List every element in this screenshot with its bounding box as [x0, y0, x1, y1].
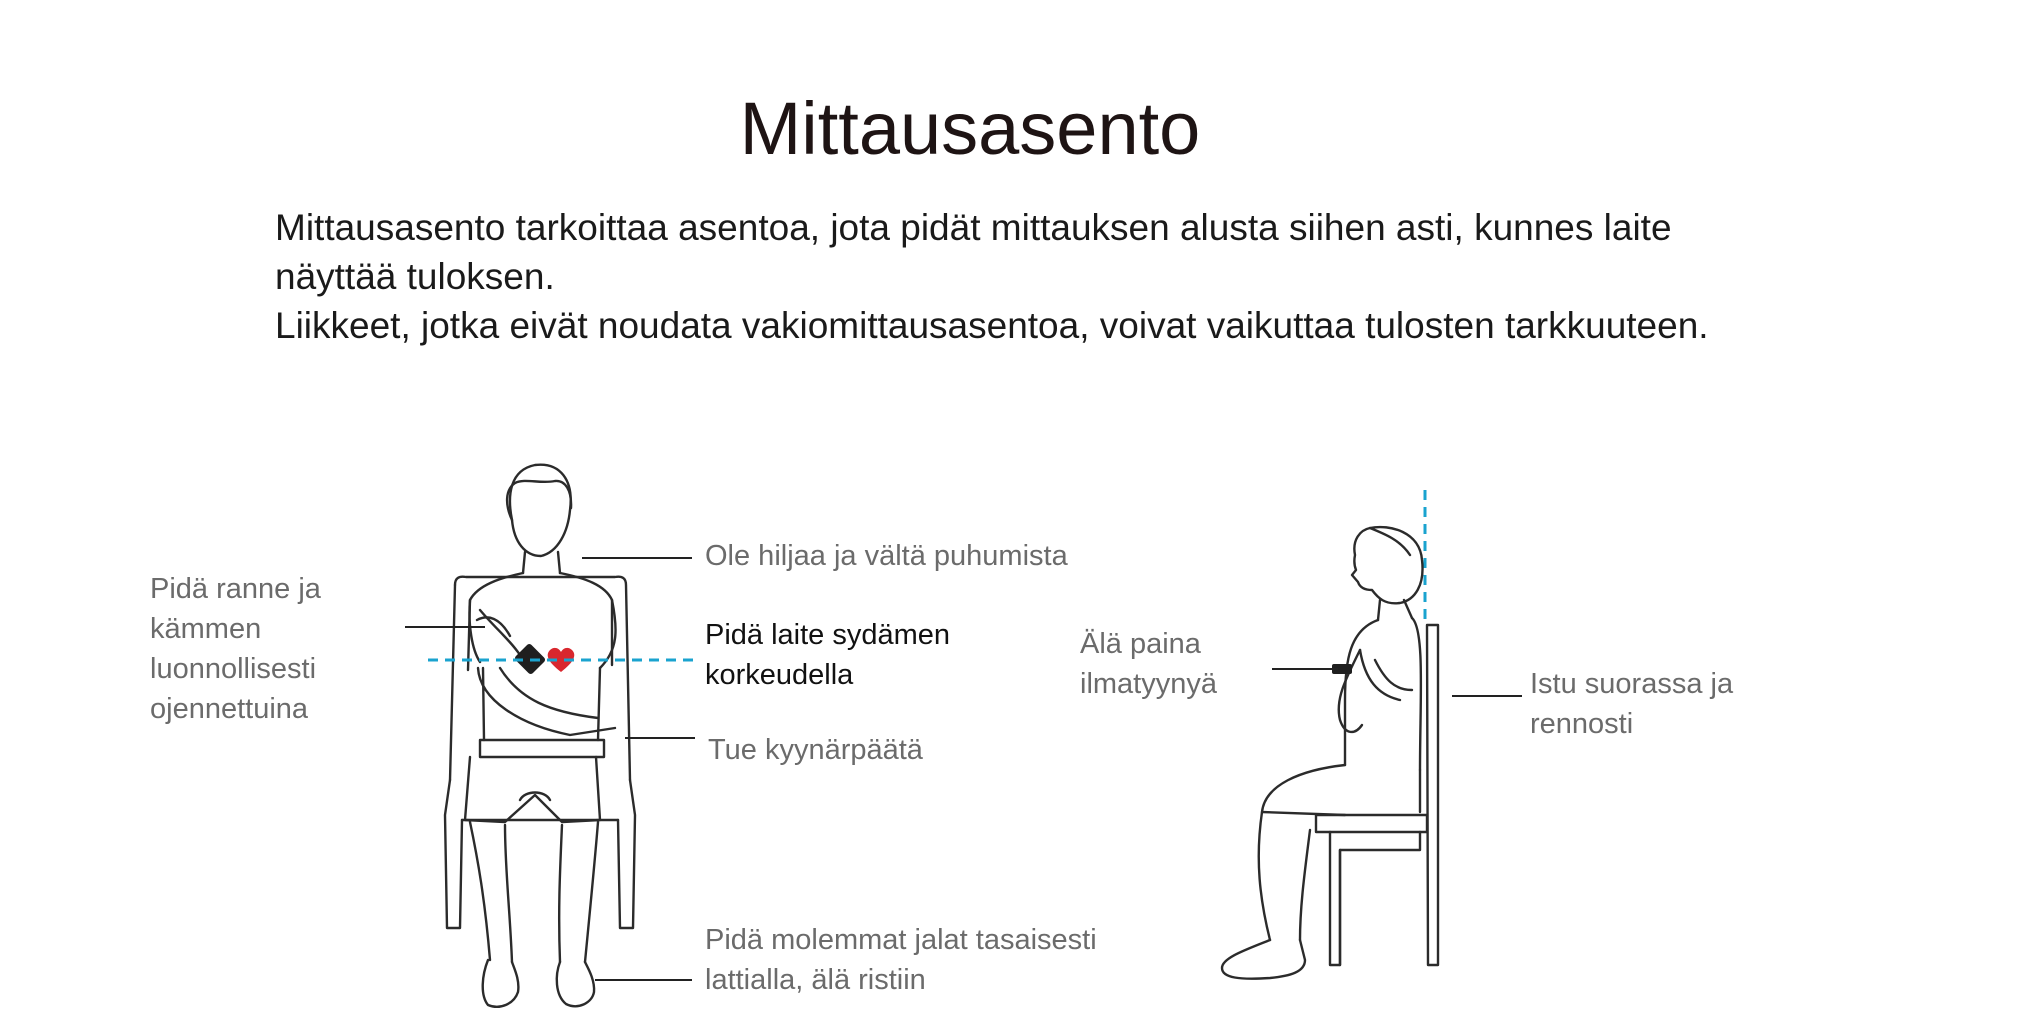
label-wrist-palm: Pidä ranne ja kämmen luonnollisesti ojennettuina — [150, 573, 321, 725]
intro-paragraph-1: Mittausasento tarkoittaa asentoa, jota pidät mittauksen alusta siihen asti, kunnes laite näyttää tuloksen. — [275, 207, 1672, 297]
label-feet: Pidä molemmat jalat tasaisesti lattialla, älä ristiin — [705, 924, 1097, 996]
label-heart-level: Pidä laite sydämen korkeudella — [705, 619, 951, 691]
front-figure — [405, 465, 698, 1007]
front-chair — [445, 577, 635, 928]
label-elbow: Tue kyynärpäätä — [708, 734, 923, 766]
page-title: Mittausasento — [739, 87, 1201, 170]
side-person — [1222, 527, 1423, 979]
intro-paragraph-2: Liikkeet, jotka eivät noudata vakiomittausasentoa, voivat vaikuttaa tulosten tarkkuuteen. — [275, 305, 1709, 346]
label-sit-straight: Istu suorassa ja rennosti — [1530, 668, 1734, 740]
side-figure — [1222, 490, 1522, 979]
front-person — [465, 465, 616, 1007]
label-airbag: Älä paina ilmatyynyä — [1080, 628, 1217, 700]
label-quiet: Ole hiljaa ja vältä puhumista — [705, 540, 1068, 572]
